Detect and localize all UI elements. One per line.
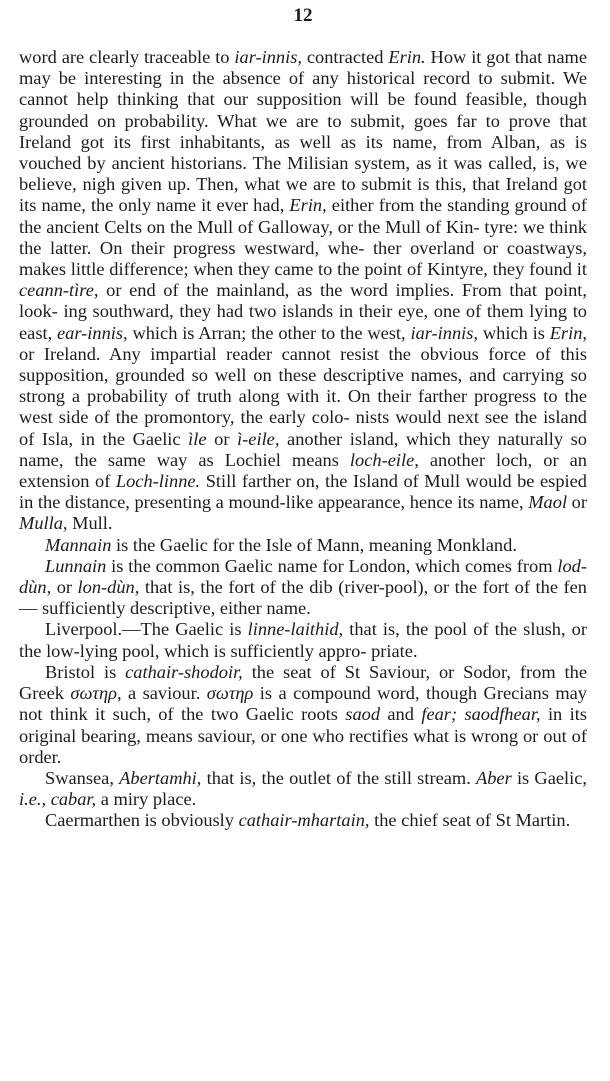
text-run: word are clearly traceable to [19, 47, 235, 67]
italic-term: Abertamhi, [119, 767, 202, 788]
paragraph-mann [19, 535, 587, 556]
text-run: Liverpool.—The Gaelic is [45, 619, 248, 640]
italic-term: saod [345, 704, 381, 725]
text-run: either from the standing ground of the ancient Celts on the Mull of Galloway, or the Mull of Kin- tyre: we think the latter. On their progress westward, whe- ther overland or coastways, makes little difference; when they came to the point of Kintyre, they found it [19, 195, 587, 280]
text-run: or [567, 492, 587, 513]
italic-term: iar-innis, [234, 47, 302, 67]
italic-term: Erin. [388, 47, 426, 67]
text-run: is Gaelic, [511, 767, 588, 788]
text-run: a miry place. [96, 789, 197, 810]
italic-term: ìle [188, 428, 207, 449]
italic-term: Aber [476, 767, 512, 788]
paragraph-swansea [19, 768, 587, 810]
paragraph-liverpool [19, 619, 587, 661]
paragraph-bristol [19, 662, 587, 768]
book-page [19, 0, 587, 832]
italic-term: cabar, [50, 789, 97, 810]
paragraph-erin [19, 47, 587, 535]
text-run: that is, the outlet of the still stream. [201, 767, 476, 788]
text-run: and [380, 704, 422, 725]
italic-term: lod-dùn, [19, 555, 587, 598]
text-run: is the Gaelic for the Isle of Mann, meaning Monkland. [111, 534, 517, 555]
italic-term: loch-eile, [349, 449, 419, 470]
text-run: or end of the mainland, as the word implies. From that point, look- ing southward, they had two islands in their eye, one of them lying to east, [19, 280, 587, 343]
italic-term: ceann-tìre, [19, 280, 99, 301]
text-run: or [206, 428, 238, 449]
italic-term: Maol [528, 492, 568, 513]
text-run: another loch, or an extension of [19, 449, 587, 492]
page-number: 12 [293, 5, 313, 26]
italic-term: linne-laithid, [247, 619, 344, 640]
text-run: Bristol is [45, 661, 126, 682]
italic-term: fear; [421, 704, 458, 725]
text-run: Swansea, [45, 767, 120, 788]
paragraph-caermarthen [19, 810, 587, 831]
italic-term: lon-dùn, [77, 577, 140, 598]
italic-term: ì-eile, [237, 428, 280, 449]
text-run: or Ireland. Any impartial reader cannot resist the obvious force of this supposition, grounded so well on these descriptive names, and carrying so strong a probability of truth along with it. On their farther progress to the west side of the promontory, the early colo- nists would next see the island of Isla, in the Gaelic [19, 343, 587, 449]
italic-term: Loch-linne. [115, 471, 201, 492]
text-run: which is Arran; the other to the west, [127, 322, 411, 343]
italic-term: σωτηρ [206, 683, 254, 704]
text-run: How it got that name may be interesting in the absence of any historical record to submit. We cannot help thinking that our supposition will be found feasible, though grounded on probability. What we are to submit, goes far to prove that Ireland got its first inhabitants, as well as its name, from Alban, as is vouched by ancient historians. The Milisian system, as it was called, is, we believe, nigh given up. Then, what we are to submit is this, that Ireland got its name, the only name it ever had, [19, 47, 587, 216]
italic-term: cathair-shodoir, [125, 661, 243, 682]
text-run: that is, the fort of the dib (river-pool), or the fort of the fen — sufficiently descriptive, either name. [19, 577, 587, 619]
text-run: or [51, 577, 78, 598]
italic-term: Erin, [549, 322, 587, 343]
italic-term: Mulla, [19, 513, 68, 534]
text-run: Caermarthen is obviously [45, 810, 239, 831]
italic-term: cathair-mhartain, [238, 810, 370, 831]
text-run: in its original bearing, means saviour, or one who rectifies what is wrong or out of order. [19, 704, 587, 767]
text-run: the chief seat of St Martin. [369, 810, 571, 831]
text-run: a saviour. [121, 683, 207, 704]
text-run: that is, the pool of the slush, or the low-lying pool, which is sufficiently appro- priate. [19, 619, 587, 661]
text-run: contracted [301, 47, 389, 67]
page-body-text [19, 47, 587, 832]
text-run: is a compound word, though Grecians may not think it such, of the two Gaelic roots [19, 683, 587, 725]
italic-term: σωτηρ, [70, 683, 122, 704]
italic-term: Mannain [45, 534, 112, 555]
italic-term: saodfhear, [464, 704, 541, 725]
text-run: is the common Gaelic name for London, which comes from [106, 555, 558, 576]
text-run: which is [478, 322, 550, 343]
text-run: the seat of St Saviour, or Sodor, from the Greek [19, 661, 587, 704]
text-run: Still farther on, the Island of Mull would be espied in the distance, presenting a mound-like appearance, hence its name, [19, 471, 587, 513]
italic-term: iar-innis, [410, 322, 479, 343]
italic-term: Lunnain [45, 555, 107, 576]
text-run: another island, which they naturally so name, the same way as Lochiel means [19, 428, 587, 470]
italic-term: ear-innis, [57, 322, 128, 343]
text-run: Mull. [67, 513, 113, 534]
italic-term: Erin, [289, 195, 327, 216]
italic-term: i.e., [19, 789, 47, 810]
paragraph-london [19, 556, 587, 620]
